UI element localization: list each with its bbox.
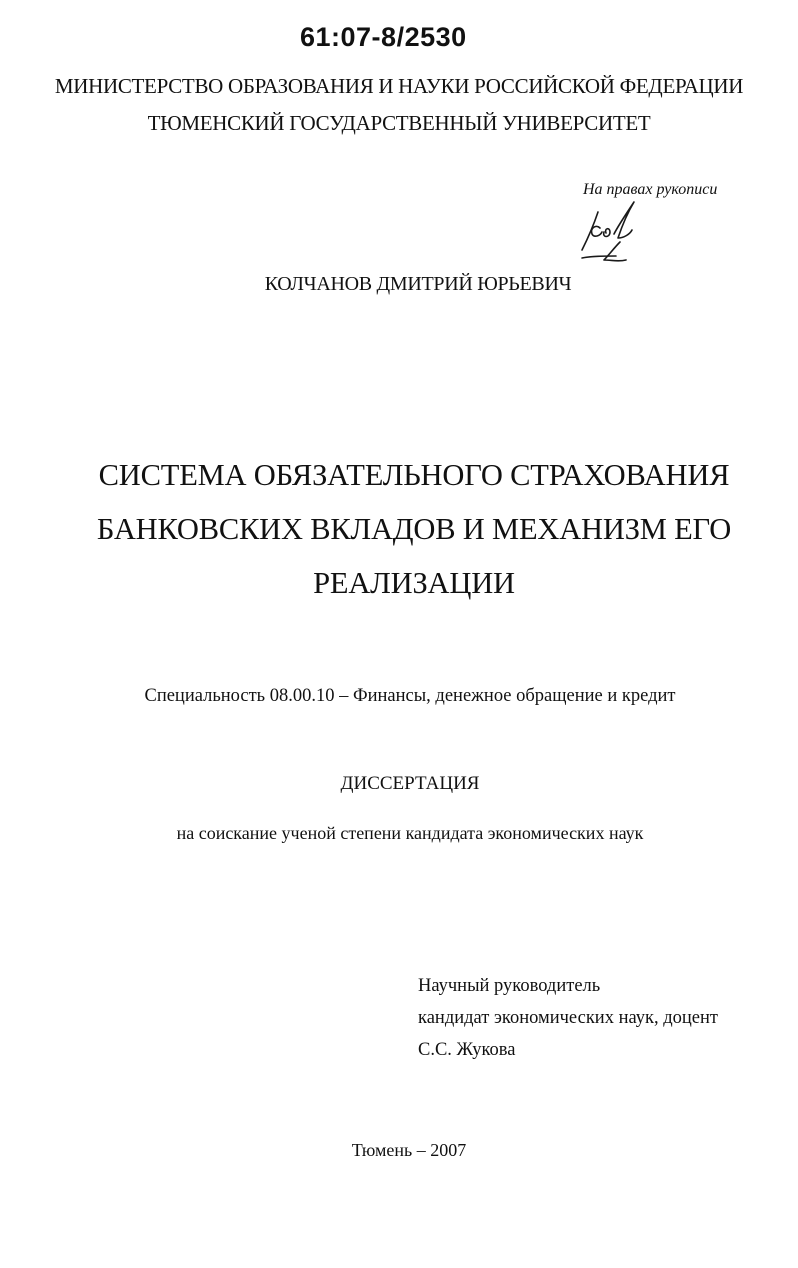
supervisor-block <box>418 970 718 1066</box>
supervisor-rank: кандидат экономических наук, доцент <box>418 1008 719 1028</box>
ministry-name: МИНИСТЕРСТВО ОБРАЗОВАНИЯ И НАУКИ РОССИЙСКОЙ ФЕДЕРАЦИИ <box>54 74 744 98</box>
dissertation-title <box>0 448 798 610</box>
supervisor-name: С.С. Жукова <box>418 1040 516 1060</box>
university-name: ТЮМЕНСКИЙ ГОСУДАРСТВЕННЫЙ УНИВЕРСИТЕТ <box>147 111 651 135</box>
handwritten-signature-icon <box>568 198 648 273</box>
degree-purpose: на соискание ученой степени кандидата экономических наук <box>176 823 644 843</box>
city-year: Тюмень – 2007 <box>351 1140 467 1160</box>
catalog-code: 61:07-8/2530 <box>300 22 467 52</box>
title-line: БАНКОВСКИХ ВКЛАДОВ И МЕХАНИЗМ ЕГО <box>96 512 732 546</box>
title-line: СИСТЕМА ОБЯЗАТЕЛЬНОГО СТРАХОВАНИЯ <box>98 458 730 492</box>
document-type: ДИССЕРТАЦИЯ <box>340 773 480 794</box>
speciality: Специальность 08.00.10 – Финансы, денежное обращение и кредит <box>144 686 676 706</box>
title-line: РЕАЛИЗАЦИИ <box>313 566 515 600</box>
supervisor-role: Научный руководитель <box>418 976 601 996</box>
author-name: КОЛЧАНОВ ДМИТРИЙ ЮРЬЕВИЧ <box>264 273 572 295</box>
manuscript-note: На правах рукописи <box>583 181 718 198</box>
